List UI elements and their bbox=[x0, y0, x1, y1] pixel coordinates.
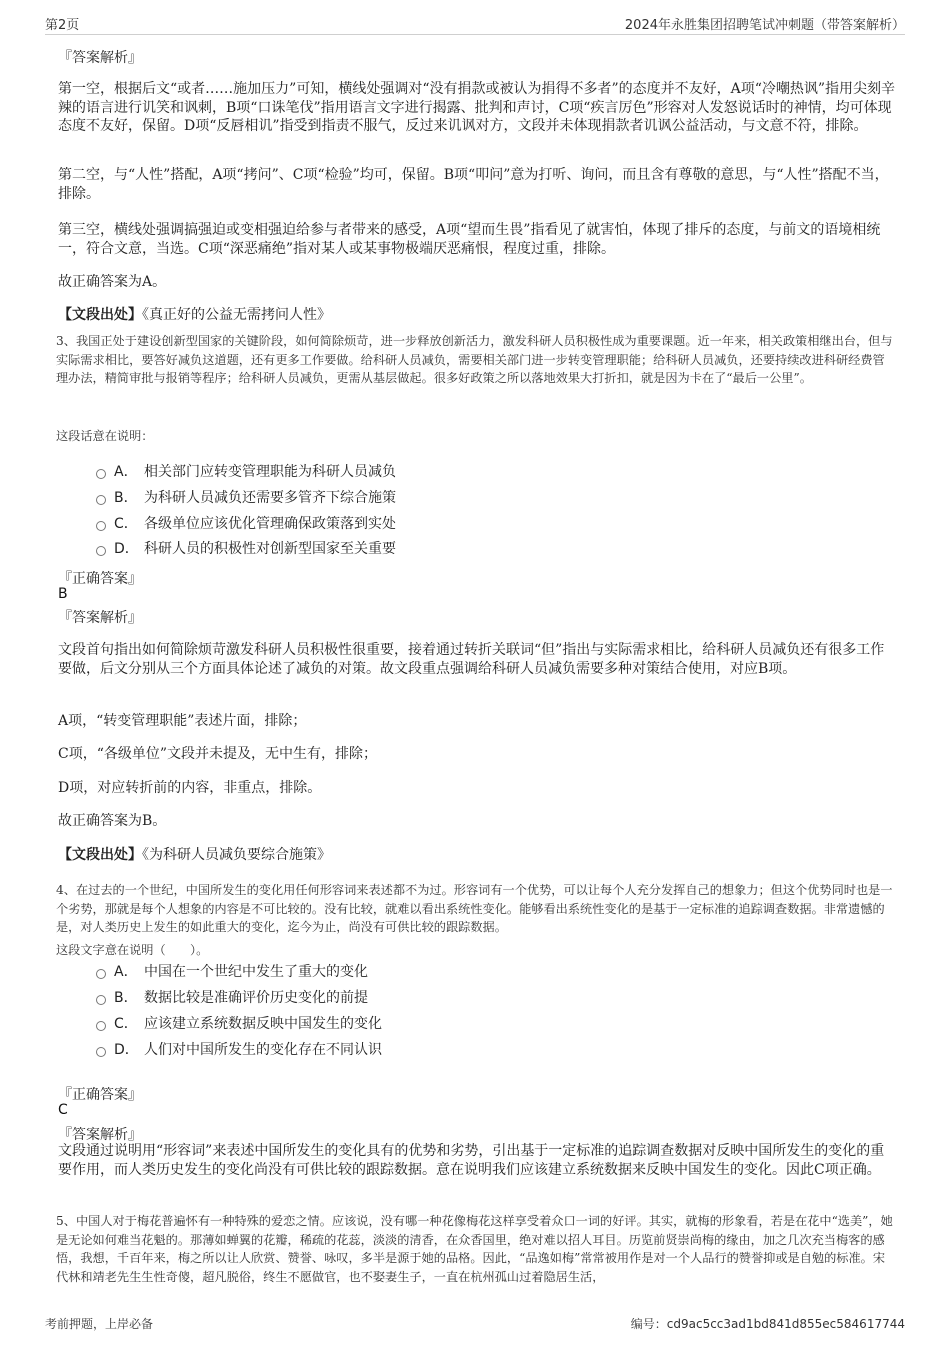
radio-icon[interactable] bbox=[96, 495, 106, 505]
radio-icon[interactable] bbox=[96, 1047, 106, 1057]
footer-slogan: 考前押题，上岸必备 bbox=[45, 1317, 154, 1331]
page-number: 第2页 bbox=[45, 18, 80, 33]
q2-analysis-paragraph-2: 第二空，与“人性”搭配，A项“拷问”、C项“检验”均可，保留。B项“叩问”意为打听、询问，而且含有尊敬的意思，与“人性”搭配不当，排除。 bbox=[58, 167, 889, 202]
q4-prompt: 这段文字意在说明（ ）。 bbox=[56, 943, 209, 957]
q5-stem: 5、中国人对于梅花普遍怀有一种特殊的爱恋之情。应该说，没有哪一种花像梅花这样享受着众口一词的好评。其实，就梅的形象看，若是在花中“选美”，她是无论如何难当花魁的。那薄如蝉翼的花瓣，稀疏的花蕊，淡淡的清香，在众香国里，绝对难以招人耳目。历览前贤崇尚梅的缘由，加之几次充当梅客的感悟，我想，千百年来，梅之所以让人欣赏、赞誉、咏叹，多半是源于她的品格。因此，“品逸如梅”常常被用作是对一个人品行的赞誉抑或是自勉的标准。宋代林和靖老先生生性奇傻，超凡脱俗，终生不愿做官，也不娶妻生子，一直在杭州孤山过着隐居生活， bbox=[56, 1214, 893, 1284]
q4-option-d[interactable]: D． 人们对中国所发生的变化存在不同认识 bbox=[96, 1040, 382, 1060]
page-footer bbox=[45, 1315, 905, 1335]
q4-analysis-paragraph: 文段通过说明用“形容词”来表述中国所发生的变化具有的优势和劣势，引出基于一定标准的追踪调查数据对反映中国所发生的变化的重要作用，而人类历史发生的变化尚没有可供比较的跟踪数据。意在说明我们应该建立系统数据来反映中国发生的变化。因此C项正确。 bbox=[58, 1143, 885, 1178]
q2-source-label: 【文段出处】 bbox=[58, 307, 142, 323]
page-header bbox=[45, 12, 905, 35]
q3-analysis-a: A项，“转变管理职能”表述片面，排除； bbox=[58, 713, 307, 729]
q4-option-c[interactable]: C． 应该建立系统数据反映中国发生的变化 bbox=[96, 1014, 382, 1034]
radio-icon[interactable] bbox=[96, 546, 106, 556]
q4-stem: 4、在过去的一个世纪，中国所发生的变化用任何形容词来表述都不为过。形容词有一个优势，可以让每个人充分发挥自己的想象力；但这个优势同时也是一个劣势，那就是每个人想象的内容是不可比较的。没有比较，就难以看出系统性变化。能够看出系统性变化的是基于一定标准的追踪调查数据。非常遗憾的是，对人类历史上发生的如此重大的变化，迄今为止，尚没有可供比较的跟踪数据。 bbox=[56, 883, 893, 934]
radio-icon[interactable] bbox=[96, 469, 106, 479]
q3-analysis-d: D项，对应转折前的内容，非重点，排除。 bbox=[58, 780, 322, 796]
q4-option-b[interactable]: B． 数据比较是准确评价历史变化的前提 bbox=[96, 988, 368, 1008]
q4-correct-answer: C bbox=[58, 1102, 68, 1118]
q3-option-d[interactable]: D． 科研人员的积极性对创新型国家至关重要 bbox=[96, 539, 396, 559]
q2-analysis-label: 『答案解析』 bbox=[58, 50, 142, 66]
q3-analysis-c: C项，“各级单位”文段并未提及，无中生有，排除； bbox=[58, 746, 378, 762]
radio-icon[interactable] bbox=[96, 969, 106, 979]
q4-option-a[interactable]: A． 中国在一个世纪中发生了重大的变化 bbox=[96, 962, 368, 982]
document-id: 编号：cd9ac5cc3ad1bd841d855ec584617744 bbox=[630, 1317, 905, 1331]
q2-analysis-paragraph-3: 第三空，横线处强调搞强迫或变相强迫给参与者带来的感受，A项“望而生畏”指看见了就害怕，体现了排斥的态度，与前文的语境相统一，符合文意，当选。C项“深恶痛绝”指对某人或某事物极端厌恶痛恨，程度过重，排除。 bbox=[58, 222, 881, 257]
radio-icon[interactable] bbox=[96, 995, 106, 1005]
q4-correct-label: 『正确答案』 bbox=[58, 1087, 142, 1103]
q3-conclusion: 故正确答案为B。 bbox=[58, 813, 167, 829]
q2-source bbox=[58, 306, 896, 325]
q3-stem: 3、我国正处于建设创新型国家的关键阶段，如何简除烦苛，进一步释放创新活力，激发科研人员积极性成为重要课题。近一年来，相关政策相继出台，但与实际需求相比，要答好减负这道题，还有更多工作要做。给科研人员减负，需要相关部门进一步转变管理职能；给科研人员减负，还要持续改进科研经费管理办法，精简审批与报销等程序；给科研人员减负，更需从基层做起。很多好政策之所以落地效果大打折扣，就是因为卡在了“最后一公里”。 bbox=[56, 334, 893, 385]
q3-prompt: 这段话意在说明： bbox=[56, 429, 154, 443]
q3-option-b[interactable]: B． 为科研人员减负还需要多管齐下综合施策 bbox=[96, 488, 396, 508]
radio-icon[interactable] bbox=[96, 1021, 106, 1031]
q3-analysis-paragraph: 文段首句指出如何简除烦苛激发科研人员积极性很重要，接着通过转折关联词“但”指出与实际需求相比，给科研人员减负还有很多工作要做，后文分别从三个方面具体论述了减负的对策。故文段重点强调给科研人员减负需要多种对策结合使用，对应B项。 bbox=[58, 642, 885, 677]
q3-option-a[interactable]: A． 相关部门应转变管理职能为科研人员减负 bbox=[96, 462, 396, 482]
q3-source-title: 《为科研人员减负要综合施策》 bbox=[142, 847, 331, 863]
q2-source-title: 《真正好的公益无需拷问人性》 bbox=[142, 307, 331, 323]
q2-conclusion: 故正确答案为A。 bbox=[58, 274, 167, 290]
q3-source-label: 【文段出处】 bbox=[58, 847, 142, 863]
q3-option-c[interactable]: C． 各级单位应该优化管理确保政策落到实处 bbox=[96, 514, 396, 534]
radio-icon[interactable] bbox=[96, 521, 106, 531]
document-title: 2024年永胜集团招聘笔试冲刺题（带答案解析） bbox=[624, 18, 905, 33]
q3-correct-label: 『正确答案』 bbox=[58, 571, 142, 587]
q4-analysis-label: 『答案解析』 bbox=[58, 1127, 142, 1143]
q2-analysis-paragraph-1: 第一空，根据后文“或者……施加压力”可知，横线处强调对“没有捐款或被认为捐得不多者”的态度并不友好，A项“冷嘲热讽”指用尖刻辛辣的语言进行讥笑和讽刺，B项“口诛笔伐”指用语言文字进行揭露、批判和声讨，C项“疾言厉色”形容对人发怒说话时的神情，均可体现态度不友好，保留。D项“反唇相讥”指受到指责不服气，反过来讥讽对方，文段并未体现捐款者讥讽公益活动，与文意不符，排除。 bbox=[58, 81, 896, 134]
q3-correct-answer: B bbox=[58, 586, 68, 602]
q3-analysis-label: 『答案解析』 bbox=[58, 610, 142, 626]
q3-source bbox=[58, 846, 896, 865]
